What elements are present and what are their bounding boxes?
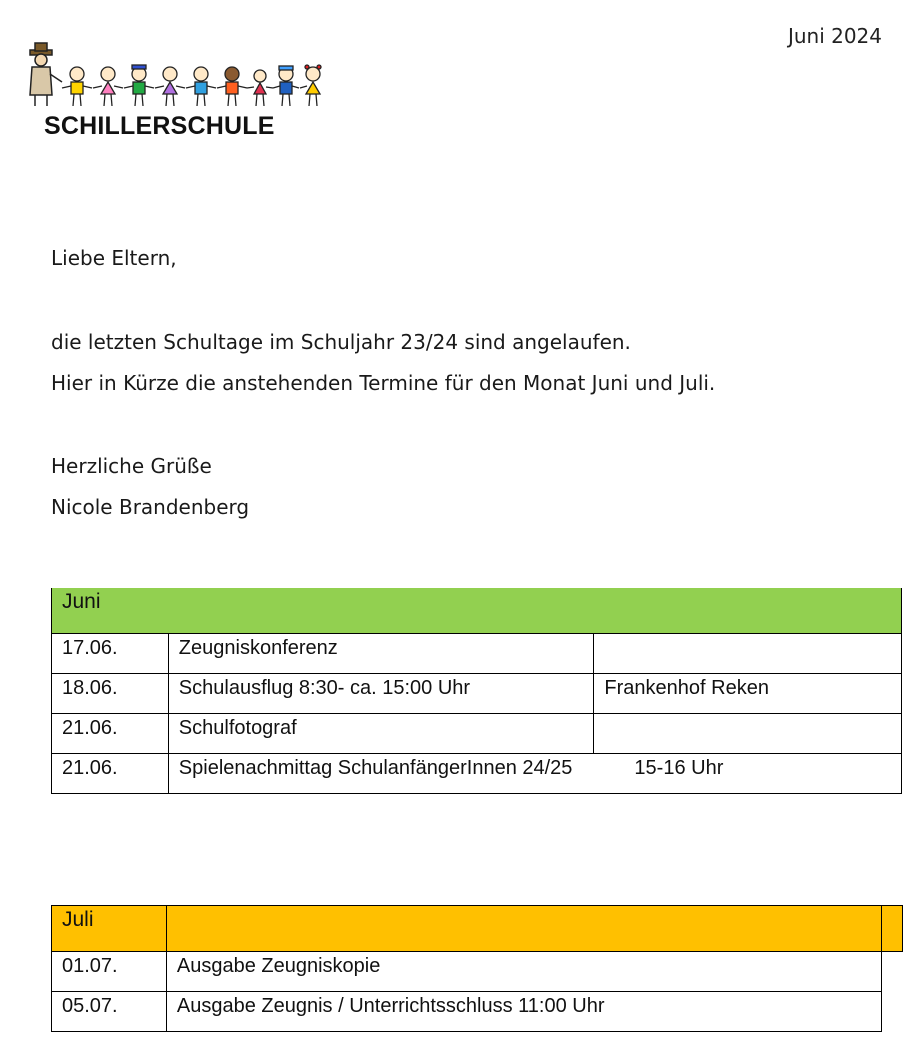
letter-signature: Nicole Brandenberg <box>51 495 250 519</box>
event-note <box>594 714 902 754</box>
event-name-text: Spielenachmittag SchulanfängerInnen 24/25 <box>178 757 573 779</box>
juni-header-row <box>52 588 902 634</box>
event-name <box>168 754 901 794</box>
juni-title: Juni <box>52 588 902 634</box>
event-note: Frankenhof Reken <box>594 674 902 714</box>
event-name: Ausgabe Zeugnis / Unterrichtsschluss 11:00 Uhr <box>166 992 881 1032</box>
juli-title: Juli <box>52 906 167 952</box>
children-holding-hands-icon <box>22 40 362 110</box>
event-name: Schulausflug 8:30- ca. 15:00 Uhr <box>168 674 594 714</box>
table-row <box>52 634 902 674</box>
juli-schedule-table <box>51 905 903 1032</box>
event-date: 17.06. <box>52 634 169 674</box>
event-date: 18.06. <box>52 674 169 714</box>
letter-greeting: Liebe Eltern, <box>51 246 177 270</box>
row-edge <box>882 952 903 992</box>
letter-closing: Herzliche Grüße <box>51 454 212 478</box>
school-name: SCHILLERSCHULE <box>44 112 275 140</box>
event-name: Schulfotograf <box>168 714 594 754</box>
event-name: Ausgabe Zeugniskopie <box>166 952 881 992</box>
table-row <box>52 992 903 1032</box>
juni-schedule-table <box>51 588 902 794</box>
event-date: 01.07. <box>52 952 167 992</box>
event-date: 05.07. <box>52 992 167 1032</box>
event-date: 21.06. <box>52 714 169 754</box>
juli-header-row <box>52 906 903 952</box>
table-row <box>52 714 902 754</box>
juli-header-edge <box>882 906 903 952</box>
table-row <box>52 674 902 714</box>
table-row <box>52 754 902 794</box>
event-name: Zeugniskonferenz <box>168 634 594 674</box>
event-date: 21.06. <box>52 754 169 794</box>
row-edge <box>882 992 903 1032</box>
juli-header-cell <box>166 906 881 952</box>
letter-date: Juni 2024 <box>787 24 882 48</box>
event-note: 15-16 Uhr <box>634 757 724 779</box>
table-row <box>52 952 903 992</box>
letter-line-1: die letzten Schultage im Schuljahr 23/24 sind angelaufen. <box>51 330 631 354</box>
letter-line-2: Hier in Kürze die anstehenden Termine für den Monat Juni und Juli. <box>51 371 716 395</box>
event-note <box>594 634 902 674</box>
school-logo <box>22 40 362 144</box>
